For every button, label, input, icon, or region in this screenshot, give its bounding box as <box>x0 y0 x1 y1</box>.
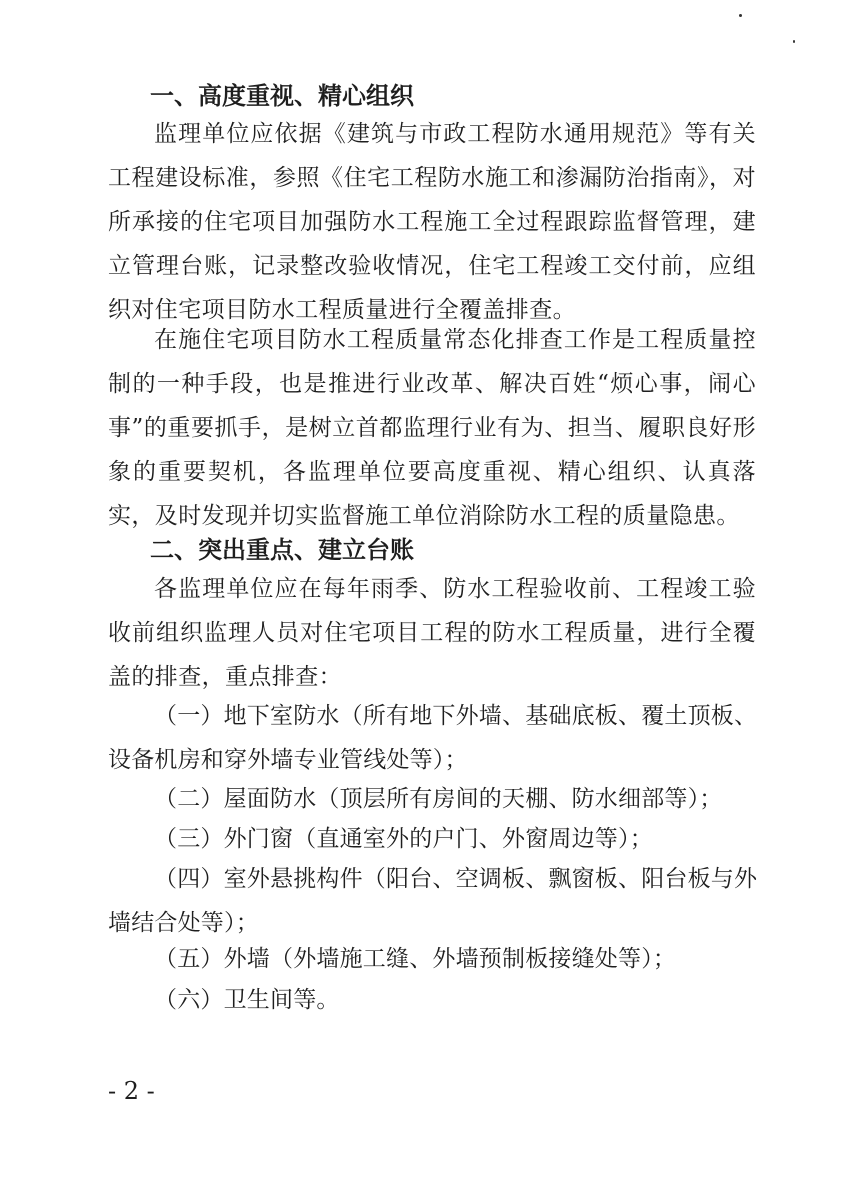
section-heading-2: 二、突出重点、建立台账 <box>150 536 414 564</box>
list-item: （六）卫生间等。 <box>154 987 340 1013</box>
list-item: （四）室外悬挑构件（阳台、空调板、飘窗板、阳台板与外墙结合处等）； <box>108 866 758 936</box>
list-item: （三）外门窗（直通室外的户门、外窗周边等）； <box>154 826 653 852</box>
page-number: - 2 - <box>108 1077 155 1105</box>
section-heading-1: 一、高度重视、精心组织 <box>150 82 414 110</box>
paragraph-3: 各监理单位应在每年雨季、防水工程验收前、工程竣工验收前组织监理人员对住宅项目工程的防水工程质量，进行全覆盖的排查，重点排查： <box>108 576 756 690</box>
paragraph-2: 在施住宅项目防水工程质量常态化排查工作是工程质量控制的一种手段，也是推进行业改革、解决百姓“烦心事，闹心事”的重要抓手，是树立首都监理行业有为、担当、履职良好形象的重要契机，各监理单位要高度重视、精心组织、认真落实，及时发现并切实监督施工单位消除防水工程的质量隐患。 <box>108 327 756 529</box>
scan-speck <box>739 14 742 17</box>
list-item: （五）外墙（外墙施工缝、外墙预制板接缝处等）； <box>154 946 677 972</box>
scan-speck <box>793 40 795 43</box>
list-item: （二）屋面防水（顶层所有房间的天棚、防水细部等）； <box>154 786 723 812</box>
paragraph-1: 监理单位应依据《建筑与市政工程防水通用规范》等有关工程建设标准，参照《住宅工程防水施工和渗漏防治指南》，对所承接的住宅项目加强防水工程施工全过程跟踪监督管理，建立管理台账，记录整改验收情况，住宅工程竣工交付前，应组织对住宅项目防水工程质量进行全覆盖排查。 <box>108 121 756 323</box>
list-item: （一）地下室防水（所有地下外墙、基础底板、覆土顶板、设备机房和穿外墙专业管线处等）； <box>108 703 758 773</box>
